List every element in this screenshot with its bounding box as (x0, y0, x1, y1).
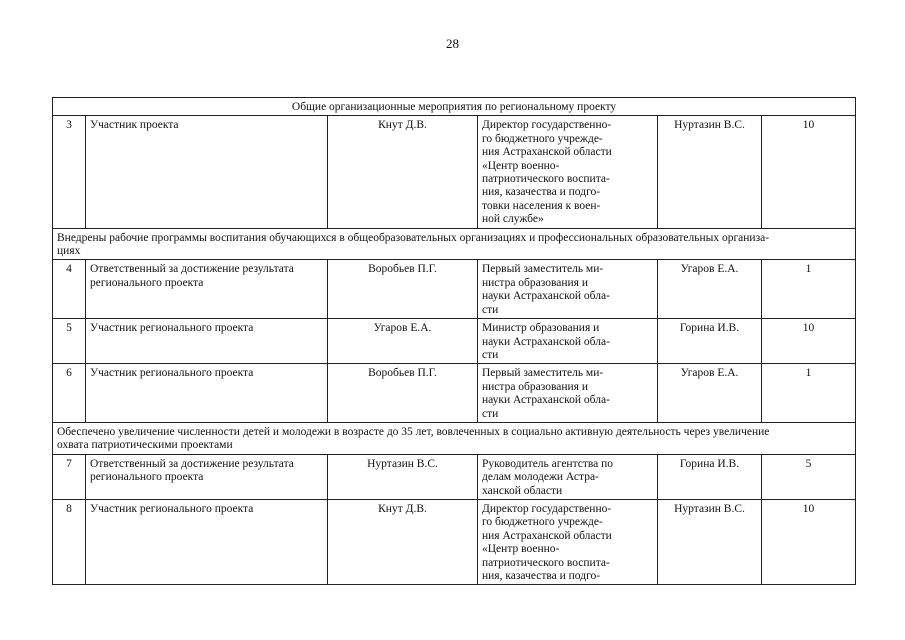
supervisor-cell: Угаров Е.А. (658, 260, 762, 319)
row-number: 8 (53, 499, 86, 584)
table-row (53, 364, 856, 423)
supervisor-cell: Нуртазин В.С. (658, 499, 762, 584)
supervisor-cell: Нуртазин В.С. (658, 116, 762, 228)
value-cell: 10 (762, 319, 856, 364)
role-cell: Участник регионального проекта (86, 499, 328, 584)
value-cell: 5 (762, 454, 856, 499)
section-header-row (53, 98, 856, 116)
table-row (53, 260, 856, 319)
name-cell: Воробьев П.Г. (328, 364, 478, 423)
table-row (53, 454, 856, 499)
position-cell: Первый заместитель ми- нистра образования и науки Астраханской обла- сти (478, 260, 658, 319)
row-number: 6 (53, 364, 86, 423)
responsibility-table (52, 97, 856, 585)
section-title: Общие организационные мероприятия по региональному проекту (53, 98, 856, 116)
table-body (53, 98, 856, 585)
supervisor-cell: Горина И.В. (658, 454, 762, 499)
table-row (53, 116, 856, 228)
role-cell: Ответственный за достижение результата регионального проекта (86, 260, 328, 319)
table-row (53, 319, 856, 364)
name-cell: Угаров Е.А. (328, 319, 478, 364)
name-cell: Нуртазин В.С. (328, 454, 478, 499)
section-title: Обеспечено увеличение численности детей и молодежи в возрасте до 35 лет, вовлеченных в социально активную деятельность через увеличение охвата патриотическими проектами (53, 422, 856, 454)
row-number: 7 (53, 454, 86, 499)
position-cell: Руководитель агентства по делам молодежи Астра- ханской области (478, 454, 658, 499)
value-cell: 10 (762, 499, 856, 584)
position-cell: Первый заместитель ми- нистра образования и науки Астраханской обла- сти (478, 364, 658, 423)
position-cell: Министр образования и науки Астраханской обла- сти (478, 319, 658, 364)
role-cell: Ответственный за достижение результата регионального проекта (86, 454, 328, 499)
row-number: 3 (53, 116, 86, 228)
name-cell: Воробьев П.Г. (328, 260, 478, 319)
section-title: Внедрены рабочие программы воспитания обучающихся в общеобразовательных организациях и профессиональных образовательных организа- циях (53, 228, 856, 260)
position-cell: Директор государственно- го бюджетного учрежде- ния Астраханской области «Центр военно- патриотического воспита- ния, казачества и подго- (478, 499, 658, 584)
value-cell: 10 (762, 116, 856, 228)
row-number: 4 (53, 260, 86, 319)
value-cell: 1 (762, 364, 856, 423)
page-number: 28 (446, 36, 459, 51)
name-cell: Кнут Д.В. (328, 116, 478, 228)
role-cell: Участник регионального проекта (86, 319, 328, 364)
section-header-row (53, 422, 856, 454)
supervisor-cell: Горина И.В. (658, 319, 762, 364)
role-cell: Участник регионального проекта (86, 364, 328, 423)
position-cell: Директор государственно- го бюджетного учрежде- ния Астраханской области «Центр военно- патриотического воспита- ния, казачества и подго- товки населения к воен- ной службе» (478, 116, 658, 228)
table-row (53, 499, 856, 584)
row-number: 5 (53, 319, 86, 364)
name-cell: Кнут Д.В. (328, 499, 478, 584)
role-cell: Участник проекта (86, 116, 328, 228)
value-cell: 1 (762, 260, 856, 319)
section-header-row (53, 228, 856, 260)
supervisor-cell: Угаров Е.А. (658, 364, 762, 423)
